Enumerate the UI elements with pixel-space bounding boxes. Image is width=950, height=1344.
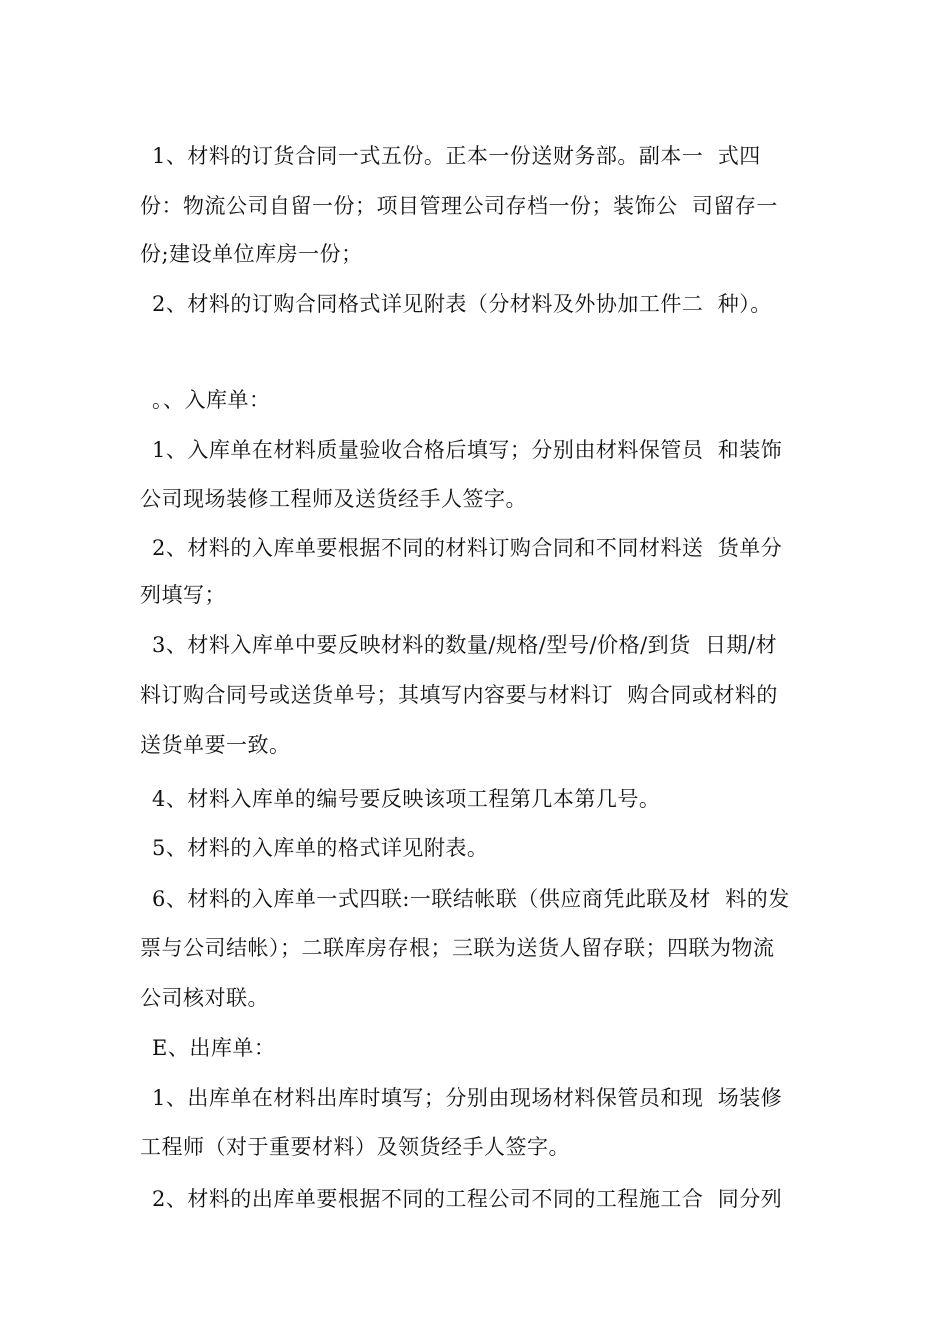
text-line: 列填写； [140, 583, 226, 607]
text-line: 公司核对联。 [140, 986, 269, 1010]
text-line: 1、入库单在材料质量验收合格后填写；分别由材料保管员 和装饰 [152, 438, 783, 462]
text-line: 份：物流公司自留一份；项目管理公司存档一份；装饰公 司留存一 [140, 194, 778, 218]
text-line: 1、出库单在材料出库时填写；分别由现场材料保管员和现 场装修 [152, 1086, 783, 1110]
text-line: 2、材料的出库单要根据不同的工程公司不同的工程施工合 同分列 [152, 1187, 783, 1211]
text-line: 2、材料的入库单要根据不同的材料订购合同和不同材料送 货单分 [152, 536, 783, 560]
text-line: 4、材料入库单的编号要反映该项工程第几本第几号。 [152, 787, 661, 811]
section-heading: E、出库单： [152, 1036, 276, 1060]
text-line: 1、材料的订货合同一式五份。正本一份送财务部。副本一 式四 [152, 144, 761, 168]
text-line: 3、材料入库单中要反映材料的数量/规格/型号/价格/到货 日期/材 [152, 633, 778, 657]
text-line: 2、材料的订购合同格式详见附表（分材料及外协加工件二 种）。 [152, 292, 772, 316]
text-line: 公司现场装修工程师及送货经手人签字。 [140, 487, 527, 511]
text-line: 6、材料的入库单一式四联:一联结帐联（供应商凭此联及材 料的发 [152, 887, 790, 911]
section-heading: 。、入库单： [152, 388, 271, 412]
text-line: 票与公司结帐）；二联库房存根；三联为送货人留存联；四联为物流 [140, 936, 775, 960]
text-line: 料订购合同号或送货单号；其填写内容要与材料订 购合同或材料的 [140, 683, 778, 707]
text-line: 送货单要一致。 [140, 733, 291, 757]
text-line: 5、材料的入库单的格式详见附表。 [152, 836, 489, 860]
text-line: 工程师（对于重要材料）及领货经手人签字。 [140, 1135, 570, 1159]
text-line: 份;建设单位库房一份； [140, 242, 363, 266]
